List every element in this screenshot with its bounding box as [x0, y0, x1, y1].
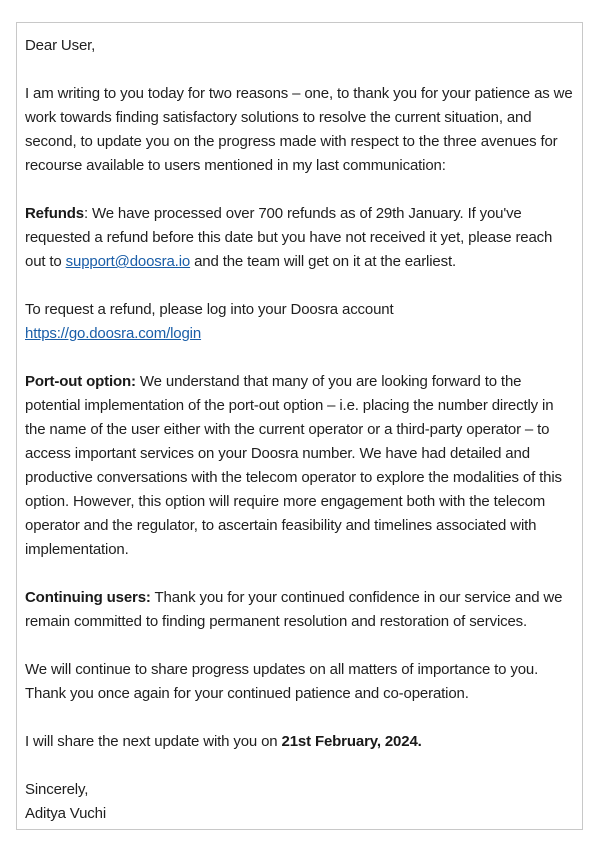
intro-paragraph: I am writing to you today for two reasons – one, to thank you for your patience as we work towards finding satisfactory solutions to resolve the current situation, and second, to update you on the progress made with respect to the three avenues for recourse available to users mentioned in my last communication: — [25, 85, 573, 174]
request-refund-paragraph — [25, 298, 574, 346]
refunds-text-end: and the team will get on it at the earliest. — [190, 253, 456, 270]
continuing-users-text: Thank you for your continued confidence in our service and we remain committed to finding permanent resolution and restoration of services. — [25, 589, 563, 630]
port-out-heading: Port-out option: — [25, 373, 136, 390]
port-out-paragraph — [25, 370, 574, 562]
closing: Sincerely, — [25, 781, 89, 798]
continuing-users-heading: Continuing users: — [25, 589, 151, 606]
request-refund-text: To request a refund, please log into your Doosra account — [25, 301, 394, 318]
signature: Aditya Vuchi — [25, 805, 107, 822]
updates-paragraph: We will continue to share progress updates on all matters of importance to you. Thank you once again for your continued patience and co-operation. — [25, 661, 539, 702]
next-update-text: I will share the next update with you on — [25, 733, 282, 750]
next-update-paragraph — [25, 730, 574, 754]
refunds-heading: Refunds — [25, 205, 84, 222]
greeting: Dear User, — [25, 37, 96, 54]
port-out-text: We understand that many of you are looking forward to the potential implementation of the port-out option – i.e. placing the number directly in the name of the user either with the current operator or a third-party operator – to access important services on your Doosra number. We have had detailed and productive conversations with the telecom operator to explore the modalities of this option. However, this option will require more engagement both with the telecom operator and the regulator, to ascertain feasibility and timelines associated with implementation. — [25, 373, 562, 558]
refunds-paragraph — [25, 202, 574, 274]
login-link[interactable]: https://go.doosra.com/login — [25, 325, 202, 342]
refunds-text: : We have processed over 700 refunds as of 29th January. If you've requested a refund before this date but you have not received it yet, please reach out to — [25, 205, 553, 270]
continuing-users-paragraph — [25, 586, 574, 634]
letter-body — [16, 22, 583, 830]
support-email-link[interactable]: support@doosra.io — [65, 253, 191, 270]
next-update-date: 21st February, 2024. — [281, 733, 422, 750]
